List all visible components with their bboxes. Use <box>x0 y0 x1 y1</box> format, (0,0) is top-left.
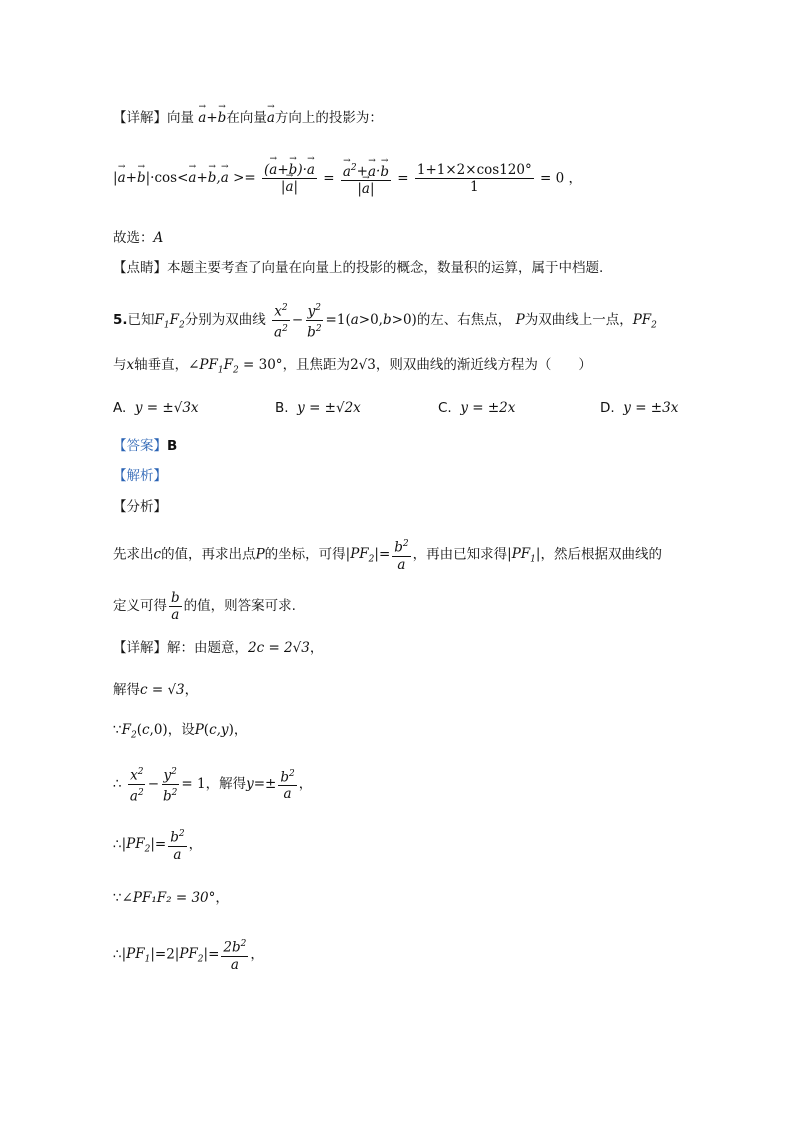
fenxi-b2-over-a: $\frac{b^2}{a}$ <box>392 536 410 573</box>
comma: ， <box>215 890 229 906</box>
detail-2-s1-eq: 2c = 2√3 <box>248 640 310 656</box>
choose-value: A <box>153 230 164 246</box>
option-a-letter: A. <box>113 400 127 416</box>
detail-2-line-3 <box>113 720 247 746</box>
option-c[interactable] <box>438 400 515 416</box>
fenxi-b-over-a: $\frac{b}{a}$ <box>171 589 180 623</box>
option-b-expr: y = ±√2x <box>297 400 361 416</box>
comma: ， <box>309 640 324 656</box>
detail-2-line-6 <box>113 888 229 908</box>
detail-2-s2: 解得 <box>113 682 140 698</box>
projection-formula: |→ a+→ b|·cos<→ a+→ b,→ a >= $\frac{(\to a+\to b)\cdot\to a}{|\to a|}$ = → $\frac{a^2+\to a\cdot\to b}{|\to a|}$ = $\frac{1+1\times 2\times\cos 120^\circ}{1}$ = 0 ， <box>113 160 582 197</box>
option-d-expr: y = ±3x <box>623 400 679 416</box>
q5-text-a: 已知 <box>127 312 155 328</box>
eq-y-term: $\frac{y^2}{b^2}$ <box>161 764 179 804</box>
p-point: P(c,y) <box>194 722 234 738</box>
q5-text-f: 轴垂直， <box>134 357 189 373</box>
q5-pf2: $PF_2$ <box>632 312 657 331</box>
fenxi-line-1: 先求出c的值，再求出点P的坐标，可得$|PF_2|=$ $\frac{b^2}{a}$ ，再由已知求得$|PF_1|$，然后根据双曲线的 <box>113 536 662 578</box>
fenxi-b: 的值，再求出点 <box>161 546 256 563</box>
detail-1-tail: 方向上的投影为： <box>274 110 383 126</box>
because-symbol: ∵ <box>113 722 122 738</box>
comma: ， <box>184 682 199 698</box>
answer-line <box>113 436 177 456</box>
detail-2-line-5: $\therefore|PF_2|=$ $\frac{b^2}{a}$ ， <box>113 826 202 868</box>
q5-line-2: 与x轴垂直，$\angle PF_1F_2 = 30^\circ$，且焦距为2√3，则双曲线的渐近线方程为（ ） <box>113 357 592 376</box>
fenxi-label: 【分析】 <box>113 499 167 515</box>
choose-label: 故选： <box>113 230 154 246</box>
detail-2-line-7: $\therefore|PF_1|=2|PF_2|=$ $\frac{2b^2}{a}$ ， <box>113 936 264 978</box>
comma: ， <box>298 776 313 792</box>
detail-2-s3-mid: ，设 <box>167 722 195 738</box>
option-b[interactable] <box>275 400 361 416</box>
remark-line <box>113 258 603 278</box>
detail-2-s2-eq: c = √3 <box>140 682 185 698</box>
remark-label: 【点睛】 <box>113 260 167 276</box>
formula-frac-3: $\frac{1+1\times 2\times\cos 120^\circ}{1}$ <box>416 161 532 195</box>
option-a-expr: y = ±√3x <box>134 400 199 416</box>
formula-frac-1: $\frac{(\to a+\to b)\cdot\to a}{|\to a|}$ <box>262 162 317 195</box>
comma: ， <box>250 946 264 963</box>
vec-a-plus-b: → a+→ b <box>198 110 226 126</box>
option-a[interactable] <box>113 400 199 416</box>
option-b-letter: B. <box>275 400 289 416</box>
hyperbola-y-term: $\frac{y^2}{b^2}$ <box>305 300 323 340</box>
f2-point: $F_2(c,0)$ <box>121 722 168 741</box>
formula-frac-2: → $\frac{a^2+\to a\cdot\to b}{|\to a|}$ <box>341 160 391 197</box>
detail-2-label: 【详解】 <box>113 640 167 656</box>
eq-y-solution: $\frac{b^2}{a}$ <box>278 766 296 803</box>
pf2-value: $\frac{b^2}{a}$ <box>168 826 186 863</box>
q5-text-h: ，则双曲线的渐近线方程为（ ） <box>375 357 592 373</box>
angle-eq: ∠PF₁F₂ = 30° <box>121 890 216 906</box>
answer-label: 【答案】 <box>113 438 167 454</box>
q5-text-g: ，且焦距为 <box>282 357 351 373</box>
therefore-symbol: ∴ <box>113 946 122 963</box>
because-symbol: ∵ <box>113 890 122 906</box>
pf1-value: $\frac{2b^2}{a}$ <box>221 936 248 973</box>
hyperbola-x-term: $\frac{x^2}{a^2}$ <box>272 300 290 340</box>
detail-2-s4-mid: ，解得 <box>205 776 247 792</box>
therefore-symbol: ∴ <box>113 836 122 853</box>
vec-a: → a <box>267 108 275 128</box>
answer-value: B <box>167 438 178 454</box>
formula-result: = 0 ， <box>540 170 582 187</box>
option-c-expr: y = ±2x <box>460 400 516 416</box>
q5-text-d: 为双曲线上一点， <box>524 312 633 328</box>
therefore-symbol: ∴ <box>113 776 122 792</box>
detail-1-label: 【详解】 <box>113 110 167 126</box>
option-c-letter: C. <box>438 400 452 416</box>
fenxi-g: 的值，则答案可求. <box>183 598 296 614</box>
option-d-letter: D. <box>600 400 615 416</box>
fenxi-line-2 <box>113 588 296 624</box>
q5-f1f2: $F_1F_2$ <box>154 312 185 331</box>
q5-angle: $\angle PF_1F_2 = 30^\circ$ <box>188 357 283 376</box>
formula-lhs: |→ a+→ b|·cos<→ a+→ b,→ a >= <box>113 170 256 186</box>
fenxi-c: 的坐标，可得 <box>264 546 346 563</box>
fenxi-a: 先求出 <box>113 546 154 563</box>
option-d[interactable] <box>600 400 678 416</box>
comma: ， <box>233 722 248 738</box>
fenxi-d: ，再由已知求得 <box>412 546 508 563</box>
fenxi-pf2: $|PF_2|$ <box>345 546 379 565</box>
q5-number: 5. <box>113 312 128 328</box>
fenxi-f: 定义可得 <box>113 598 167 614</box>
detail-1-text: 向量 <box>167 110 194 126</box>
q5-text-c: 的左、右焦点， <box>416 312 512 328</box>
remark-text: 本题主要考查了向量在向量上的投影的概念，数量积的运算，属于中档题. <box>167 260 604 276</box>
detail-2-line <box>113 638 323 658</box>
q5-line-1: 5.已知$F_1F_2$分别为双曲线 $\frac{x^2}{a^2}$ − $\frac{y^2}{b^2}$ =1(a>0,b>0)的左、右焦点， P为双曲线上一点，$PF_2$ <box>113 300 657 344</box>
choose-line <box>113 228 163 248</box>
analysis-label: 【解析】 <box>113 468 167 484</box>
fenxi-pf1: $|PF_1|$ <box>507 546 541 565</box>
detail-2-line-4: ∴ $\frac{x^2}{a^2}$ − $\frac{y^2}{b^2}$ = 1，解得y=± $\frac{b^2}{a}$ ， <box>113 764 312 804</box>
detail-1-line <box>113 108 383 128</box>
q5-focal: 2√3 <box>350 357 376 373</box>
detail-1-mid: 在向量 <box>226 110 267 126</box>
q5-text-b: 分别为双曲线 <box>184 312 266 328</box>
detail-2-line-2 <box>113 680 198 700</box>
eq-x-term: $\frac{x^2}{a^2}$ <box>128 764 146 804</box>
fenxi-e: ，然后根据双曲线的 <box>540 546 662 563</box>
detail-2-s1: 解：由题意， <box>167 640 248 656</box>
comma: ， <box>188 836 203 853</box>
q5-text-e: 与 <box>113 357 127 373</box>
